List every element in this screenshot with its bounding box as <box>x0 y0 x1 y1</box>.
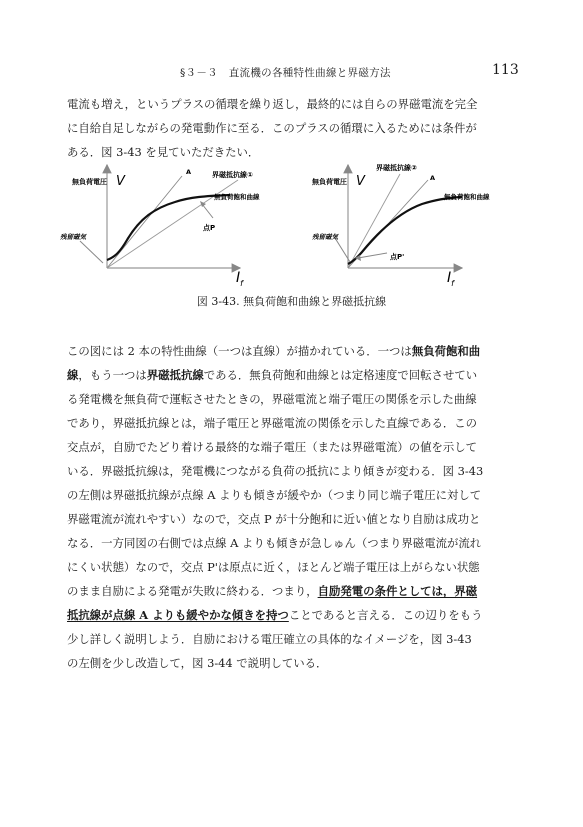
text-line: 電流も増え，というプラスの循環を繰り返し，最終的には自らの界磁電流を完全 <box>67 97 478 111</box>
text-line: 抵抗線が点線 A よりも緩やかな傾きを持つことであると言える．この辺りをもう <box>67 608 483 622</box>
right-curve-label: 無負荷飽和曲線 <box>444 193 490 201</box>
right-diagram <box>312 163 490 288</box>
key-condition-emphasis: 自励発電の条件としては，界磁 <box>317 584 478 598</box>
term-no-load-saturation-curve: 無負荷飽和曲 <box>411 344 481 358</box>
figure-3-43 <box>60 160 530 290</box>
key-condition-emphasis: 抵抗線が点線 A よりも緩やかな傾きを持つ <box>67 608 289 622</box>
text-line: のまま自励による発電が失敗に終わる．つまり，自励発電の条件としては，界磁 <box>67 584 478 598</box>
section-title: §３－３ 直流機の各種特性曲線と界磁方法 <box>180 67 391 79</box>
text-line: であり，界磁抵抗線とは，端子電圧と界磁電流の関係を示した直線である．この <box>67 416 478 430</box>
term-field-resistance-line: 界磁抵抗線 <box>146 368 204 382</box>
text-line: る発電機を無負荷で運転させたときの，界磁電流と端子電圧の関係を示した曲線 <box>67 392 477 406</box>
text-line: ある．図 3-43 を見ていただきたい． <box>67 145 260 159</box>
left-point-label: 点P <box>203 224 216 232</box>
right-line-a-label: A <box>430 174 436 182</box>
right-saturation-curve <box>348 197 462 264</box>
right-field-line-label: 界磁抵抗線② <box>376 164 417 172</box>
left-residual-leader <box>80 241 103 263</box>
right-point-label: 点P' <box>390 253 405 261</box>
text-line: なる．一方同図の右側では点線 A よりも傾きが急しゅん（つまり界磁電流が流れ <box>67 536 482 550</box>
intro-paragraph <box>67 92 519 164</box>
text-line: の左側は界磁抵抗線が点線 A よりも傾きが緩やか（つまり同じ端子電圧に対して <box>67 488 482 502</box>
left-field-line-label: 界磁抵抗線① <box>212 171 253 179</box>
left-line-a <box>107 176 182 268</box>
left-y-label: 無負荷電圧 <box>72 178 107 186</box>
left-v-symbol: V <box>116 174 125 189</box>
left-residual-label: 残留磁気 <box>60 233 86 241</box>
text-line: 交点が，自励でたどり着ける最終的な端子電圧（または界磁電流）の値を示して <box>67 440 478 454</box>
right-point-p-leader <box>358 253 387 258</box>
text-line: にくい状態）なので，交点 P'は原点に近く，ほとんど端子電圧は上がらない状態 <box>67 560 480 574</box>
right-v-symbol: V <box>356 174 365 189</box>
text-line: に自給自足しながらの発電動作に至る．このプラスの循環に入るためには条件が <box>67 121 477 135</box>
text-line: 線，もう一つは界磁抵抗線である．無負荷飽和曲線とは定格速度で回転させてい <box>67 368 478 382</box>
body-paragraph <box>67 339 519 675</box>
text-line: いる．界磁抵抗線は，発電機につながる負荷の抵抗により傾きが変わる．図 3-43 <box>67 464 484 478</box>
left-curve-label: 無負荷飽和曲線 <box>214 193 260 201</box>
right-y-label: 無負荷電圧 <box>312 178 347 186</box>
text-line: 少し詳しく説明しよう．自励における電圧確立の具体的なイメージを，図 3-43 <box>67 632 472 646</box>
right-residual-label: 残留磁気 <box>312 233 338 241</box>
left-line-a-label: A <box>186 168 192 176</box>
page-number: 113 <box>492 62 519 78</box>
text-line: この図には 2 本の特性曲線（一つは直線）が描かれている．一つは無負荷飽和曲 <box>67 344 481 358</box>
left-x-symbol: $I_f$ <box>236 270 243 288</box>
left-diagram <box>60 165 260 288</box>
figure-caption: 図 3-43. 無負荷飽和曲線と界磁抵抗線 <box>196 295 387 308</box>
text-line: の左側を少し改造して，図 3-44 で説明している． <box>67 656 328 670</box>
right-x-symbol: $I_f$ <box>447 270 454 288</box>
text-line: 界磁電流が流れやすい）なので，交点 P が十分飽和に近い値となり自励は成功と <box>67 512 481 526</box>
left-point-p-leader <box>202 204 213 218</box>
figure-diagrams <box>60 160 530 290</box>
running-header <box>0 62 583 82</box>
